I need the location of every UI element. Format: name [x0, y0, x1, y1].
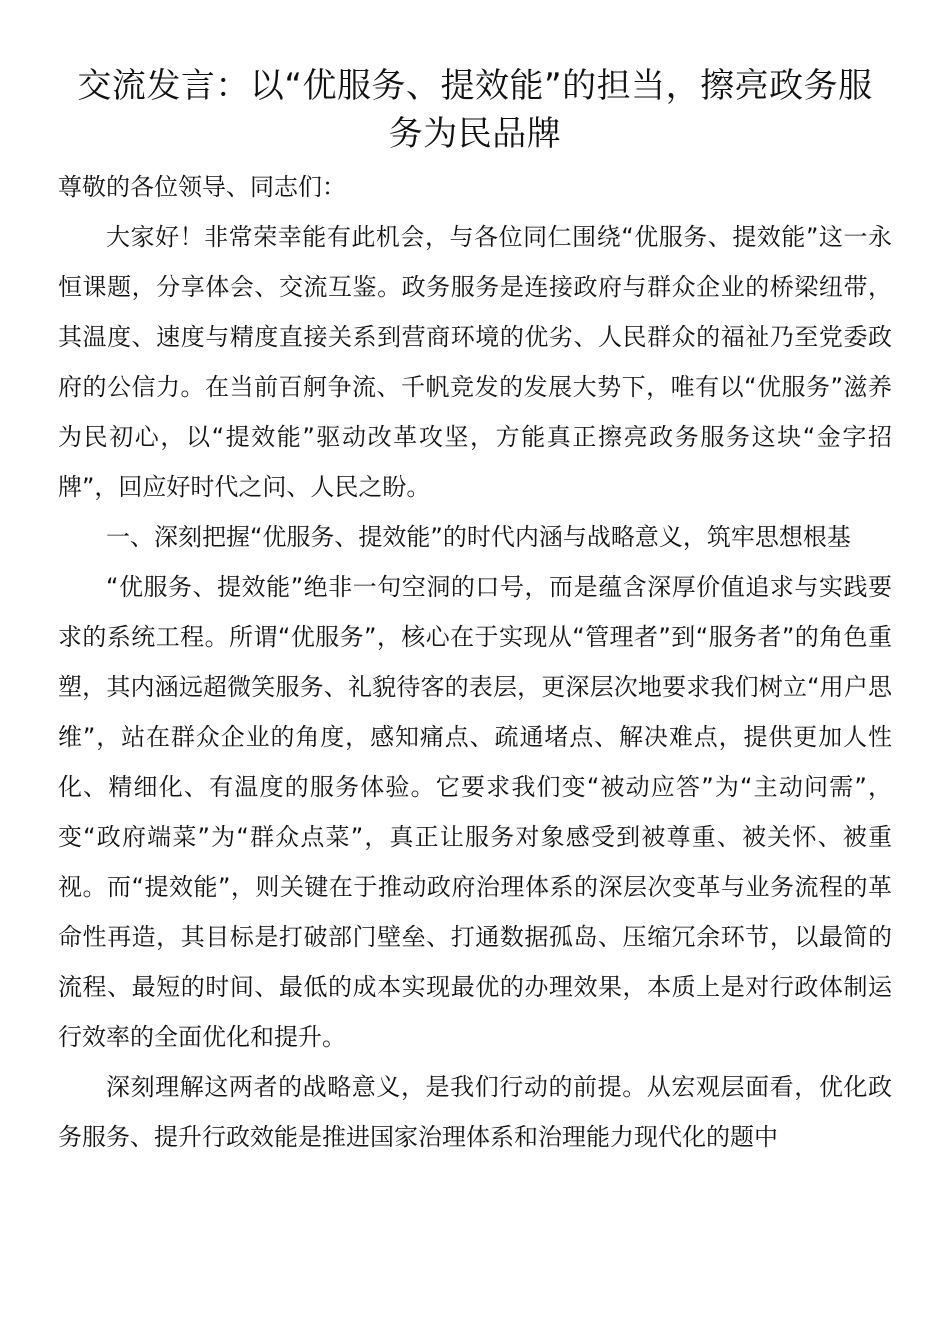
document-title: 交流发言：以“优服务、提效能”的担当，擦亮政务服务为民品牌: [77, 66, 873, 154]
paragraph-strategic: 深刻理解这两者的战略意义，是我们行动的前提。从宏观层面看，优化政务服务、提升行政效能是推进国家治理体系和治理能力现代化的题中: [58, 1073, 892, 1151]
salutation: 尊敬的各位领导、同志们：: [58, 173, 346, 201]
paragraph-intro: 大家好！非常荣幸能有此机会，与各位同仁围绕“优服务、提效能”这一永恒课题，分享体会、交流互鉴。政务服务是连接政府与群众企业的桥梁纽带，其温度、速度与精度直接关系到营商环境的优劣、人民群众的福祉乃至党委政府的公信力。在当前百舸争流、千帆竞发的发展大势下，唯有以“优服务”滋养为民初心，以“提效能”驱动改革攻坚，方能真正擦亮政务服务这块“金字招牌”，回应好时代之问、人民之盼。: [58, 223, 892, 501]
section-heading-1: 一、深刻把握“优服务、提效能”的时代内涵与战略意义，筑牢思想根基: [106, 523, 851, 551]
paragraph-meaning: “优服务、提效能”绝非一句空洞的口号，而是蕴含深厚价值追求与实践要求的系统工程。所谓“优服务”，核心在于实现从“管理者”到“服务者”的角色重塑，其内涵远超微笑服务、礼貌待客的表层，更深层次地要求我们树立“用户思维”，站在群众企业的角度，感知痛点、疏通堵点、解决难点，提供更加人性化、精细化、有温度的服务体验。它要求我们变“被动应答”为“主动问需”，变“政府端菜”为“群众点菜”，真正让服务对象感受到被尊重、被关怀、被重视。而“提效能”，则关键在于推动政府治理体系的深层次变革与业务流程的革命性再造，其目标是打破部门壁垒、打通数据孤岛、压缩冗余环节，以最简的流程、最短的时间、最低的成本实现最优的办理效果，本质上是对行政体制运行效率的全面优化和提升。: [58, 573, 892, 1051]
